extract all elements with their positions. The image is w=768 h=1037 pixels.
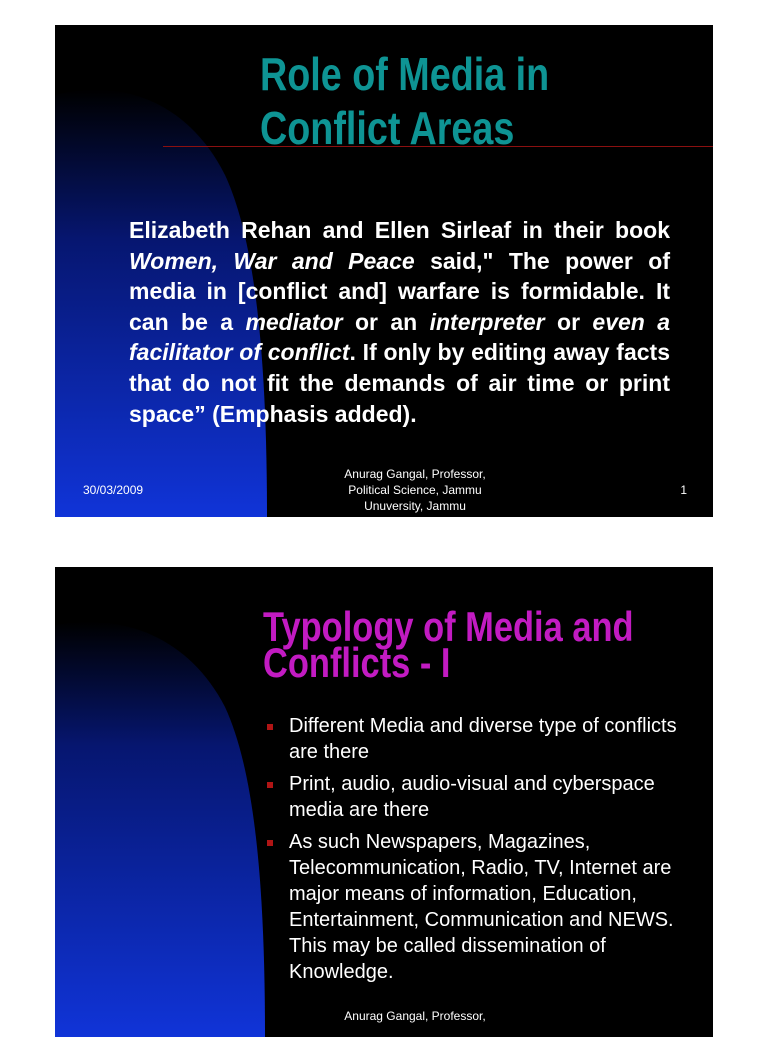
slide-title — [260, 47, 549, 155]
slide-1 — [55, 25, 713, 517]
quote-text-2: said," The power of media in [conflict and] warfare is formidable. It can be a — [129, 247, 670, 335]
footer-date: 30/03/2009 — [83, 483, 144, 497]
quote-emphasis-facilitator: even a facilitator of conflict — [129, 308, 671, 366]
quote-book-title: Women, War and Peace — [129, 247, 415, 274]
quote-paragraph — [129, 215, 670, 429]
bullet-square-icon — [267, 840, 273, 846]
bullet-list — [263, 713, 693, 991]
quote-text-1: Elizabeth Rehan and Ellen Sirleaf in their book — [129, 217, 670, 243]
quote-text-5: . If only by editing away facts that do not fit the demands of air time or print space” (Emphasis added). — [129, 339, 670, 427]
title-line-2: Conflicts - I — [263, 639, 451, 686]
bullet-item — [263, 829, 693, 985]
bullet-square-icon — [267, 724, 273, 730]
slide-2 — [55, 567, 713, 1037]
footer-author-line-2: Political Science, Jammu — [348, 483, 482, 497]
title-line-1: Typology of Media and — [263, 603, 634, 650]
quote-emphasis-interpreter: interpreter — [429, 308, 545, 335]
quote-emphasis-mediator: mediator — [245, 308, 343, 335]
page-number: 1 — [680, 483, 687, 497]
quote-text-4: or — [544, 308, 593, 335]
title-line-2: Conflict Areas — [260, 102, 515, 154]
quote-text-3: or an — [342, 308, 430, 335]
footer-author-line-3: Unuversity, Jammu — [364, 499, 466, 513]
footer-author-line-1: Anurag Gangal, Professor, — [344, 467, 486, 481]
footer-author-line-1: Anurag Gangal, Professor, — [344, 1009, 486, 1023]
bullet-text: Print, audio, audio-visual and cyberspace media are there — [289, 773, 655, 821]
bullet-text: Different Media and diverse type of conflicts are there — [289, 715, 677, 763]
slide-title — [263, 603, 634, 686]
footer-author — [325, 466, 505, 514]
bullet-text: As such Newspapers, Magazines, Telecommunication, Radio, TV, Internet are major means of information, Education, Entertainment, Communication and NEWS. This may be called dissemination of Knowledge. — [289, 831, 674, 983]
bullet-square-icon — [267, 782, 273, 788]
footer-author — [325, 1008, 505, 1024]
title-line-1: Role of Media in — [260, 48, 550, 100]
bullet-item — [263, 771, 693, 823]
bullet-item — [263, 713, 693, 765]
